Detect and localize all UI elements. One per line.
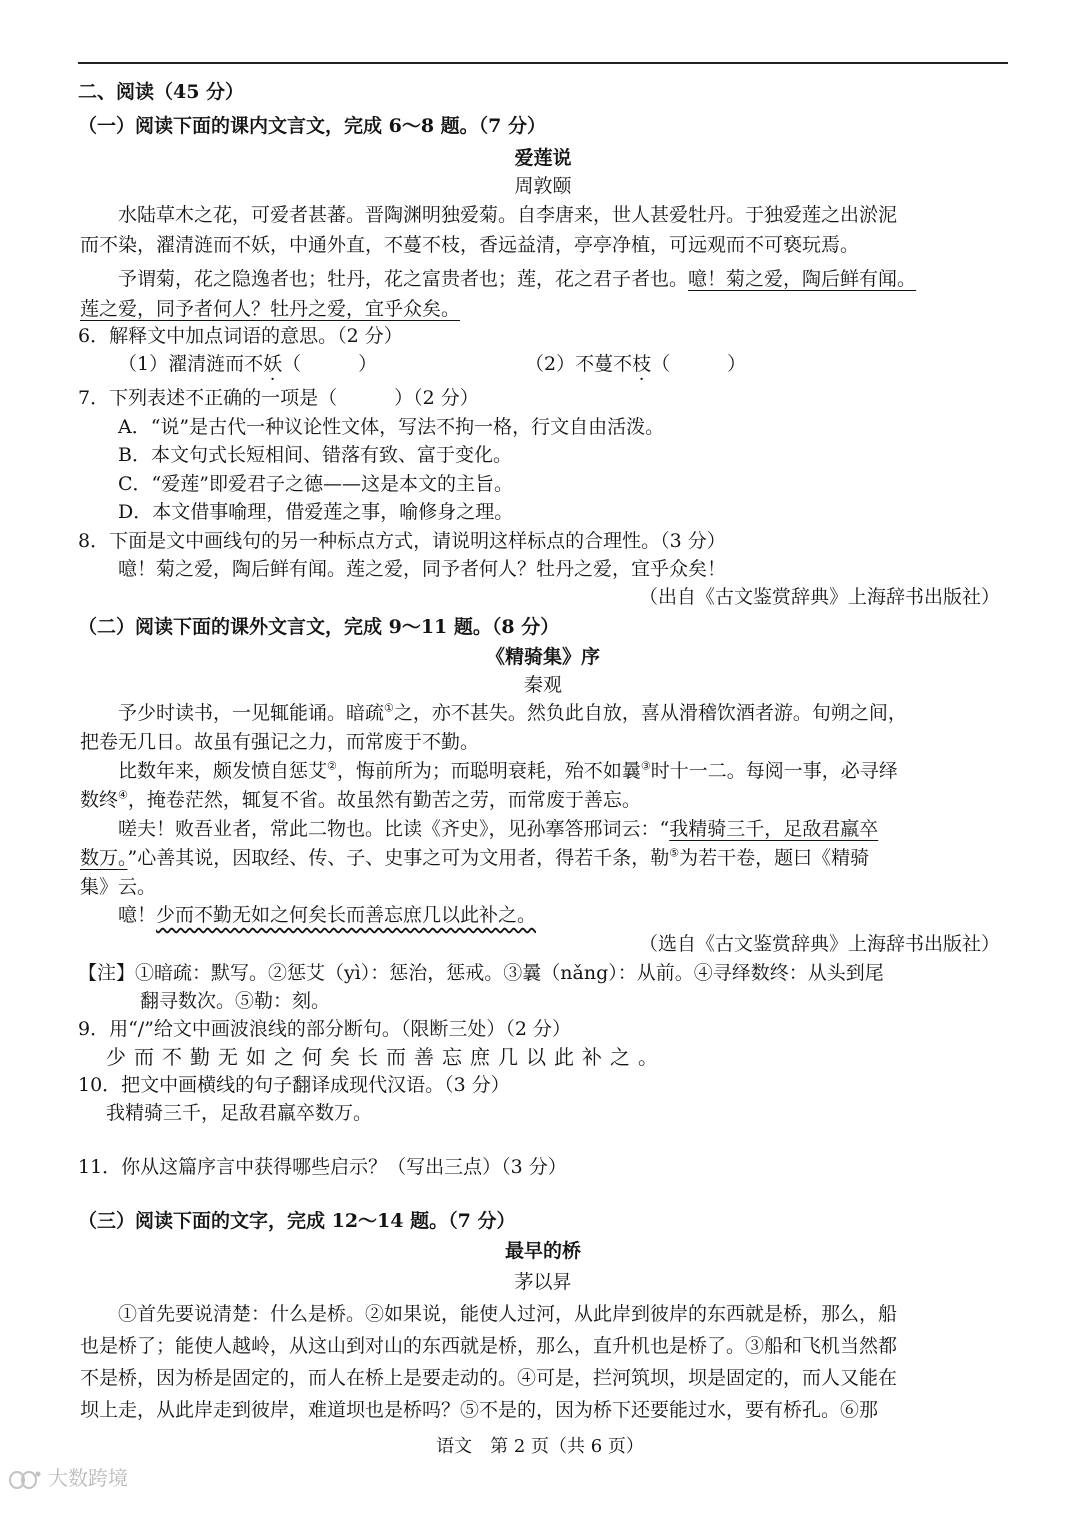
part2-p4 [118, 903, 536, 927]
q8-text: 噫！菊之爱，陶后鲜有闻。莲之爱，同予者何人？牡丹之爱，宜乎众矣！ [118, 558, 727, 580]
part3-line3: 不是桥，因为桥是固定的，而人在桥上是要走动的。④可是，拦河筑坝，坝是固定的，而人又能在 [80, 1367, 898, 1389]
part2-note-line2: 翻寻数次。⑤勒：刻。 [140, 990, 331, 1012]
watermark [8, 1462, 128, 1491]
part2-text: 噫！ [118, 904, 157, 926]
page-footer: 语文 第 2 页（共 6 页） [436, 1436, 644, 1457]
header-rule [78, 62, 1008, 64]
footnote-marker: ⑤ [669, 846, 680, 860]
part2-p3-line3: 集》云。 [80, 876, 157, 898]
part2-title: 《精骑集》序 [485, 646, 600, 668]
footnote-marker: ④ [118, 788, 128, 802]
part2-author: 秦观 [523, 674, 562, 696]
q7-option-a: A．“说”是古代一种议论性文体，写法不拘一格，行文自由活泼。 [118, 416, 665, 438]
part2-underlined-sentence-b: 数万。 [80, 847, 128, 869]
part1-para1-line1: 水陆草木之花，可爱者甚蕃。晋陶渊明独爱菊。自李唐来，世人甚爱牡丹。于独爱莲之出淤泥 [118, 204, 898, 226]
part2-p2-line2 [80, 788, 641, 812]
part2-p3-line1 [118, 817, 878, 841]
part2-p3-line2 [80, 846, 869, 870]
q7-option-d: D．本文借事喻理，借爱莲之事，喻修身之理。 [118, 501, 514, 523]
q6-1-text: （1）濯清涟而不 [118, 353, 264, 375]
part1-para2-text: 予谓菊，花之隐逸者也；牡丹，花之富贵者也；莲，花之君子者也。 [118, 268, 689, 290]
part2-p1-line1 [118, 701, 907, 725]
part2-text: ，悔前所为；而聪明衰耗，殆不如曩 [336, 760, 641, 782]
q9-text: 少而不勤无如之何矣长而善忘庶几以此补之。 [106, 1045, 666, 1069]
q8-source: （出自《古文鉴赏辞典》上海辞书出版社） [638, 586, 1000, 608]
part2-text: 为若干卷，题曰《精骑 [679, 847, 870, 869]
q10-text: 我精骑三千，足敌君羸卒数万。 [106, 1102, 373, 1124]
part2-text: ”心善其说，因取经、传、子、史事之可为文用者，得若千条，勒 [127, 847, 670, 869]
part2-underlined-sentence-a: 我精骑三千，足敌君羸卒 [669, 818, 879, 840]
part3-line1: ①首先要说清楚：什么是桥。②如果说，能使人过河，从此岸到彼岸的东西就是桥，那么，船 [118, 1303, 898, 1325]
brand-logo-icon [8, 1469, 42, 1491]
q6-2-text: （2）不蔓不 [525, 353, 633, 375]
part2-text: 时十一二。每阅一事，必寻绎 [650, 760, 898, 782]
part2-heading: （二）阅读下面的课外文言文，完成 9～11 题。（8 分） [78, 616, 560, 638]
part3-title: 最早的桥 [504, 1240, 581, 1262]
section-title: 二、阅读（45 分） [78, 81, 245, 103]
question-6-item-2 [525, 352, 746, 376]
part2-p2-line1 [118, 759, 898, 783]
q7-option-b: B．本文句式长短相间、错落有致、富于变化。 [118, 444, 512, 466]
footnote-marker: ③ [640, 759, 651, 773]
q6-2-dotted-word: 枝 [632, 353, 652, 375]
part1-author: 周敦颐 [514, 175, 572, 197]
question-7: 7．下列表述不正确的一项是（ ）（2 分） [78, 387, 479, 409]
q6-1-blank[interactable]: （ ） [282, 353, 378, 375]
question-9: 9．用“/”给文中画波浪线的部分断句。（限断三处）（2 分） [78, 1018, 572, 1040]
q7-option-c: C．“爱莲”即爱君子之德——这是本文的主旨。 [118, 473, 513, 495]
footnote-marker: ① [384, 701, 394, 715]
part1-title: 爱莲说 [514, 147, 572, 169]
part3-line4: 坝上走，从此岸走到彼岸，难道坝也是桥吗？⑤不是的，因为桥下还要能过水，要有桥孔。⑥那 [80, 1399, 879, 1421]
part1-para2-line1 [118, 267, 916, 291]
part2-text: 之，亦不甚失。然负此自放，喜从滑稽饮酒者游。旬朔之间， [393, 702, 907, 724]
question-6: 6．解释文中加点词语的意思。（2 分） [78, 325, 403, 347]
part2-text: 数终 [80, 789, 119, 811]
part2-text: 嗟夫！败吾业者，常此二物也。比读《齐史》，见孙搴答邢词云：“ [118, 818, 670, 840]
footnote-marker: ② [327, 759, 337, 773]
part1-underlined-sentence-a: 噫！菊之爱，陶后鲜有闻。 [688, 268, 917, 290]
part1-heading: （一）阅读下面的课内文言文，完成 6～8 题。（7 分） [78, 115, 547, 137]
question-8: 8．下面是文中画线句的另一种标点方式，请说明这样标点的合理性。（3 分） [78, 530, 726, 552]
part2-source: （选自《古文鉴赏辞典》上海辞书出版社） [638, 933, 1000, 955]
question-10: 10．把文中画横线的句子翻译成现代汉语。（3 分） [78, 1074, 510, 1096]
question-11: 11．你从这篇序言中获得哪些启示？（写出三点）（3 分） [78, 1156, 567, 1178]
part2-wavy-sentence: 少而不勤无如之何矣长而善忘庶几以此补之。 [156, 904, 537, 926]
part1-para2-line2 [80, 297, 460, 321]
part2-text: ，掩卷茫然，辄复不省。故虽然有勤苦之劳，而常废于善忘。 [127, 789, 641, 811]
part2-note-line1: 【注】①暗疏：默写。②惩艾（yì）：惩治，惩戒。③曩（nǎng）：从前。④寻绎数终：从头到尾 [78, 962, 884, 984]
q6-2-blank[interactable]: （ ） [651, 353, 747, 375]
part3-heading: （三）阅读下面的文字，完成 12～14 题。（7 分） [78, 1210, 516, 1232]
part2-p1-line2: 把卷无几日。故虽有强记之力，而常废于不勤。 [80, 731, 480, 753]
part2-text: 予少时读书，一见辄能诵。暗疏 [118, 702, 385, 724]
part3-line2: 也是桥了；能使人越岭，从这山到对山的东西就是桥，那么，直升机也是桥了。③船和飞机当然都 [80, 1335, 898, 1357]
watermark-text: 大数跨境 [48, 1466, 128, 1490]
part3-author: 茅以昇 [514, 1271, 572, 1293]
part2-text: 比数年来，颇发愤自惩艾 [118, 760, 328, 782]
q6-1-dotted-word: 妖 [263, 353, 283, 375]
part1-underlined-sentence-b: 莲之爱，同予者何人？牡丹之爱，宜乎众矣。 [80, 298, 461, 320]
part1-para1-line2: 而不染，濯清涟而不妖，中通外直，不蔓不枝，香远益清，亭亭净植，可远观而不可亵玩焉。 [80, 234, 860, 256]
question-6-item-1 [118, 352, 377, 376]
